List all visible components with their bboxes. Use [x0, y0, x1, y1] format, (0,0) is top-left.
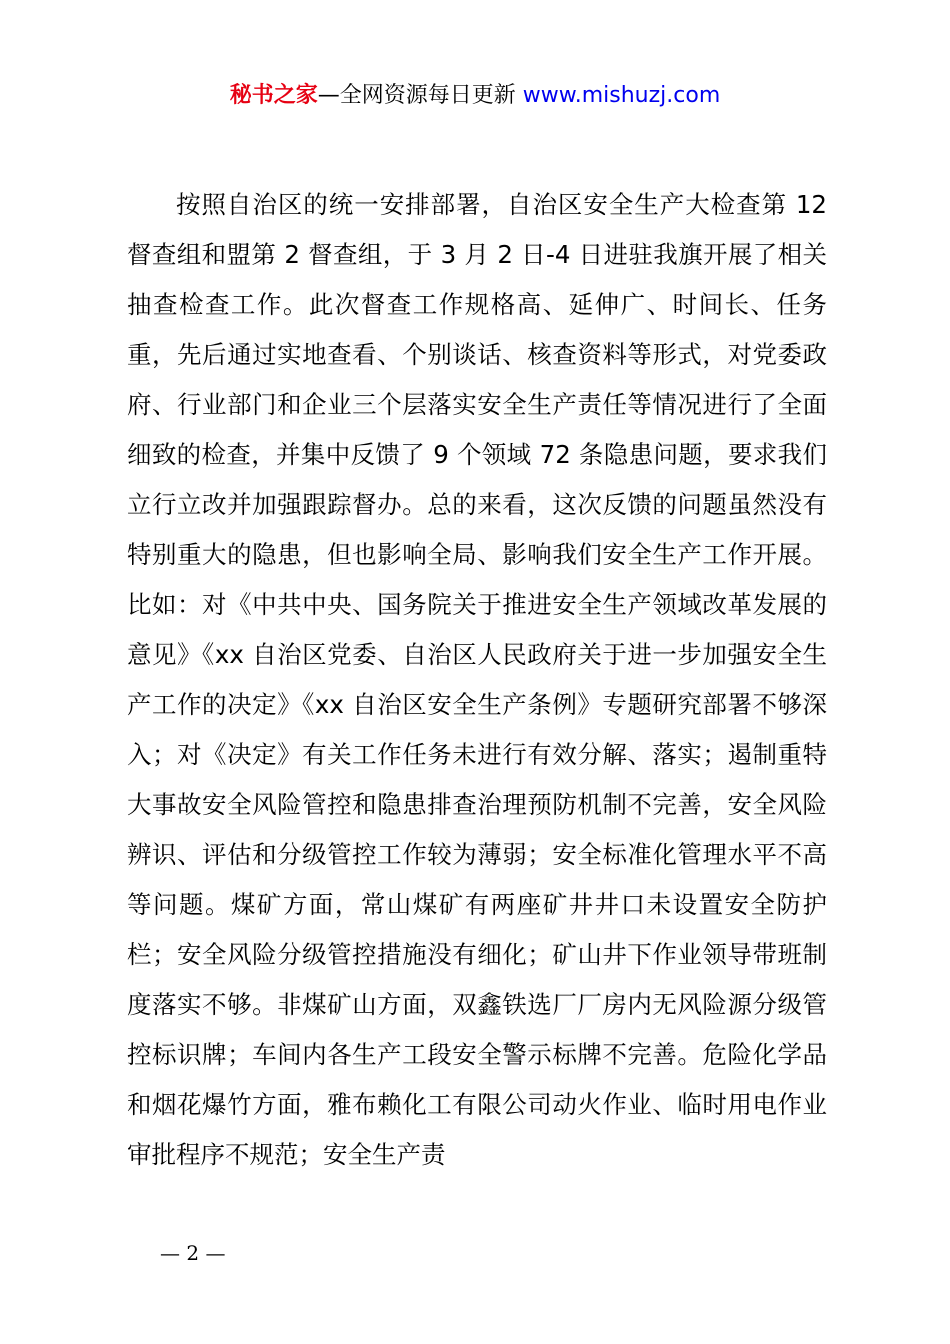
site-url-link[interactable]: www.mishuzj.com	[522, 83, 721, 108]
body-paragraph: 按照自治区的统一安排部署，自治区安全生产大检查第 12 督查组和盟第 2 督查组，于 3 月 2 日-4 日进驻我旗开展了相关抽查检查工作。此次督查工作规格高、延伸广、时间长、任务重，先后通过实地查看、个别谈话、核查资料等形式，对党委政府、行业部门和企业三个层落实安全生产责任等情况进行了全面细致的检查，并集中反馈了 9 个领域 72 条隐患问题，要求我们立行立改并加强跟踪督办。总的来看，这次反馈的问题虽然没有特别重大的隐患，但也影响全局、影响我们安全生产工作开展。比如：对《中共中央、国务院关于推进安全生产领域改革发展的意见》《xx 自治区党委、自治区人民政府关于进一步加强安全生产工作的决定》《xx 自治区安全生产条例》专题研究部署不够深入；对《决定》有关工作任务未进行有效分解、落实；遏制重特大事故安全风险管控和隐患排查治理预防机制不完善，安全风险辨识、评估和分级管控工作较为薄弱；安全标准化管理水平不高等问题。煤矿方面，常山煤矿有两座矿井井口未设置安全防护栏；安全风险分级管控措施没有细化；矿山井下作业领导带班制度落实不够。非煤矿山方面，双鑫铁选厂厂房内无风险源分级管控标识牌；车间内各生产工段安全警示标牌不完善。危险化学品和烟花爆竹方面，雅布赖化工有限公司动火作业、临时用电作业审批程序不规范；安全生产责	[127, 190, 827, 1169]
brand-name: 秘书之家	[229, 83, 318, 108]
page-number: — 2 —	[160, 1241, 226, 1265]
header-tagline: —全网资源每日更新	[317, 83, 523, 108]
site-header	[0, 80, 950, 112]
